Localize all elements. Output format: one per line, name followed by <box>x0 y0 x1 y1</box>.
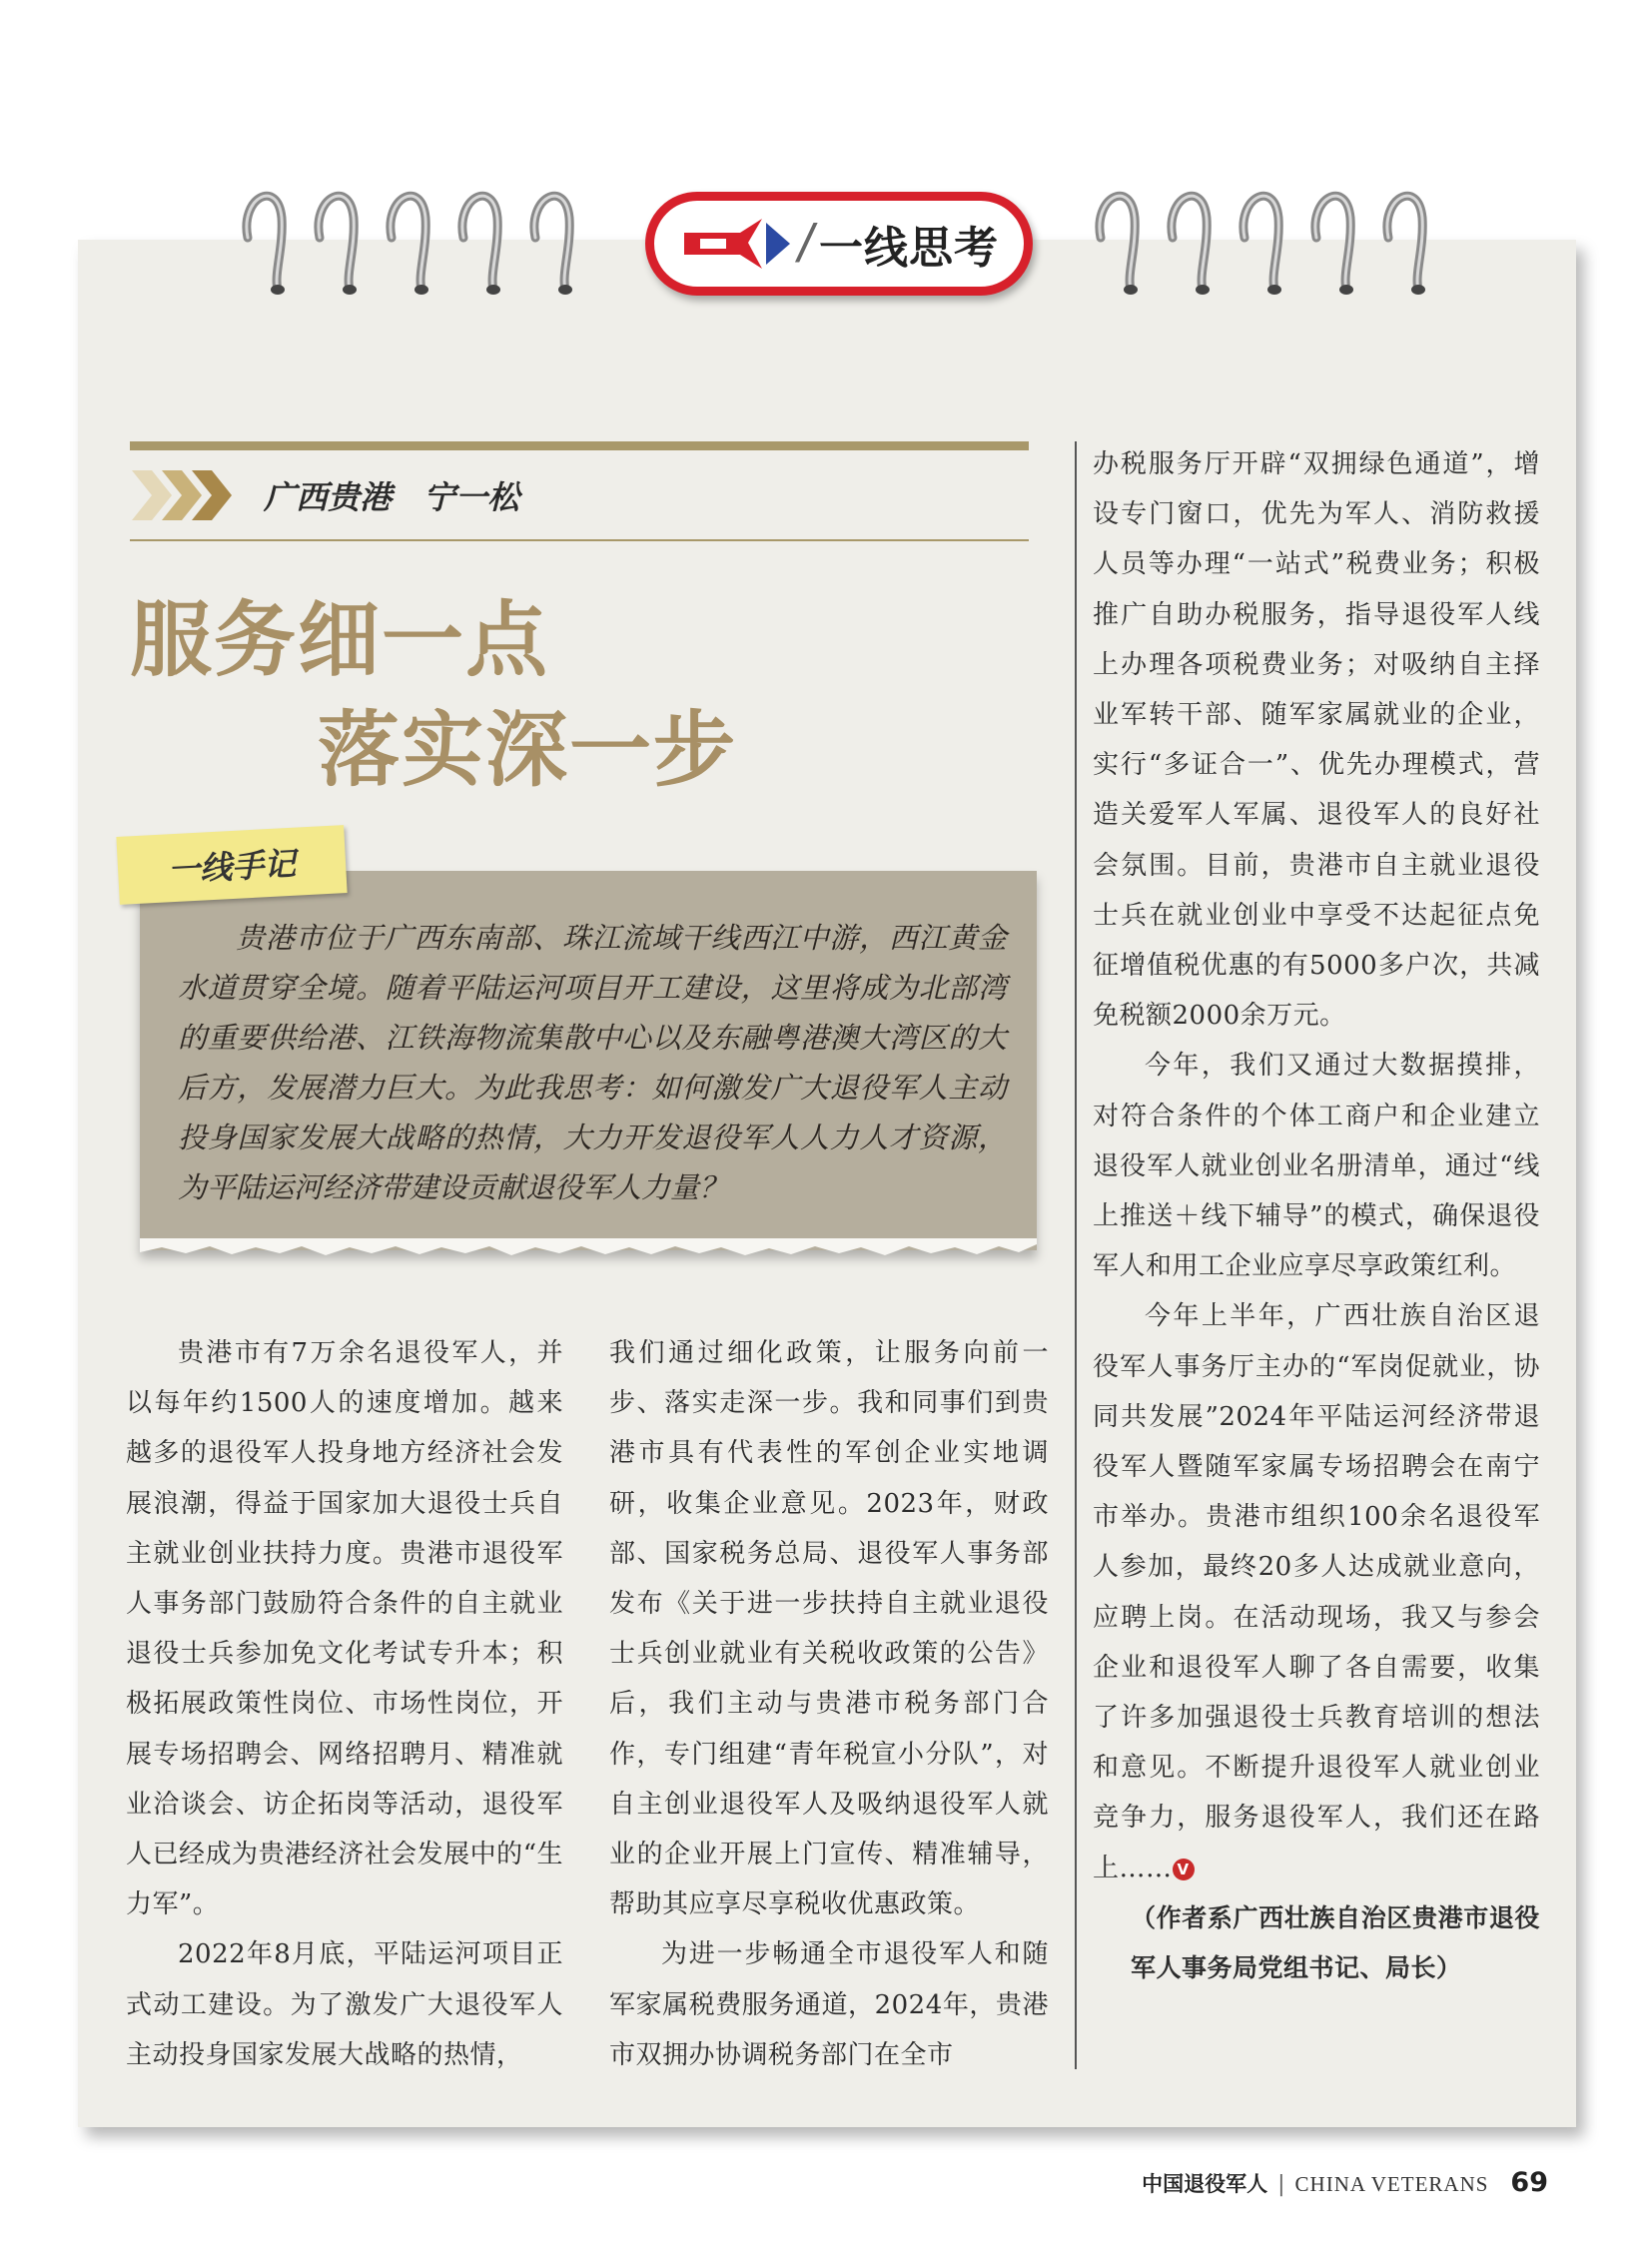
spiral-rings-left <box>238 178 577 298</box>
magazine-name-cn: 中国退役军人 <box>1142 2172 1268 2196</box>
spiral-ring-icon <box>1091 178 1143 296</box>
column-name: 一线思考 <box>819 223 1000 274</box>
spiral-ring-icon <box>382 178 433 296</box>
magazine-name-en: CHINA VETERANS <box>1294 2172 1489 2196</box>
headline-line-2: 落实深一步 <box>318 703 738 798</box>
page-footer <box>1142 2167 1548 2198</box>
byline <box>130 465 1029 525</box>
torn-paper-edge <box>140 1238 1037 1258</box>
spiral-ring-icon <box>525 178 577 296</box>
paragraph: 我们通过细化政策，让服务向前一步、落实走深一步。我和同事们到贵港市具有代表性的军创企业实地调研，收集企业意见。2023年，财政部、国家税务总局、退役军人事务部发布《关于进一步扶持自主就业退役士兵创业就业有关税收政策的公告》后，我们主动与贵港市税务部门合作，专门组建“青年税宣小分队”，对自主创业退役军人及吸纳退役军人就业的企业开展上门宣传、精准辅导，帮助其应享尽享税收优惠政策。 <box>609 1338 1049 1920</box>
paragraph-text: 今年上半年，广西壮族自治区退役军人事务厅主办的“军岗促就业，协同共发展”2024年平陆运河经济带退役军人暨随军家属专场招聘会在南宁市举办。贵港市组织100余名退役军人参加，最终20多人达成就业意向，应聘上岗。在活动现场，我又与参会企业和退役军人聊了各自需要，收集了许多加强退役士兵教育培训的想法和意见。不断提升退役军人就业创业竞争力，服务退役军人，我们还在路上…… <box>1093 1301 1540 1883</box>
page-number: 69 <box>1510 2167 1548 2198</box>
spiral-ring-icon <box>238 178 290 296</box>
body-column-1 <box>126 1328 563 2080</box>
note-text: 贵港市位于广西东南部、珠江流域干线西江中游，西江黄金水道贯穿全境。随着平陆运河项目开工建设，这里将成为北部湾的重要供给港、江铁海物流集散中心以及东融粤港澳大湾区的大后方，发展潜力巨大。为此我思考：如何激发广大退役军人主动投身国家发展大战略的热情，大力开发退役军人人力人才资源，为平陆运河经济带建设贡献退役军人力量？ <box>178 921 1007 1204</box>
chevron-arrows-icon <box>130 468 240 522</box>
paragraph: 贵港市有7万余名退役军人，并以每年约1500人的速度增加。越来越多的退役军人投身地方经济社会发展浪潮，得益于国家加大退役士兵自主就业创业扶持力度。贵港市退役军人事务部门鼓励符合条件的自主就业退役士兵参加免文化考试专升本；积极拓展政策性岗位、市场性岗位，开展专场招聘会、网络招聘月、精准就业洽谈会、访企拓岗等活动，退役军人已经成为贵港经济社会发展中的“生力军”。 <box>126 1338 563 1920</box>
spiral-ring-icon <box>1163 178 1215 296</box>
paragraph <box>1093 1291 1540 1892</box>
footer-separator: | <box>1277 2172 1285 2197</box>
spiral-ring-icon <box>1306 178 1358 296</box>
author-signature: （作者系广西壮族自治区贵港市退役军人事务局党组书记、局长） <box>1131 1902 1540 1983</box>
body-column-3 <box>1093 439 1540 1993</box>
end-mark-icon: V <box>1173 1859 1195 1880</box>
byline-rule <box>130 539 1029 541</box>
paragraph: 2022年8月底，平陆运河项目正式动工建设。为了激发广大退役军人主动投身国家发展大战略的热情， <box>126 1939 563 2070</box>
veterans-logo-icon <box>682 213 794 275</box>
spiral-rings-right <box>1091 178 1430 298</box>
badge-separator: / <box>798 214 814 274</box>
column-divider <box>1075 441 1077 2069</box>
spiral-ring-icon <box>453 178 505 296</box>
body-column-2 <box>609 1328 1049 2080</box>
note-label: 一线手记 <box>116 825 347 905</box>
headline-line-1: 服务细一点 <box>130 593 550 688</box>
author-line: 广西贵港 宁一松 <box>264 478 520 516</box>
column-badge <box>645 192 1033 296</box>
spiral-ring-icon <box>310 178 362 296</box>
paragraph: 办税服务厅开辟“双拥绿色通道”，增设专门窗口，优先为军人、消防救援人员等办理“一站式”税费业务；积极推广自助办税服务，指导退役军人线上办理各项税费业务；对吸纳自主择业军转干部、随军家属就业的企业，实行“多证合一”、优先办理模式，营造关爱军人军属、退役军人的良好社会氛围。目前，贵港市自主就业退役士兵在就业创业中享受不达起征点免征增值税优惠的有5000多户次，共减免税额2000余万元。 <box>1093 449 1540 1032</box>
spiral-ring-icon <box>1378 178 1430 296</box>
top-rule <box>130 441 1029 450</box>
spiral-ring-icon <box>1235 178 1286 296</box>
paragraph: 今年，我们又通过大数据摸排，对符合条件的个体工商户和企业建立退役军人就业创业名册清单，通过“线上推送＋线下辅导”的模式，确保退役军人和用工企业应享尽享政策红利。 <box>1093 1051 1540 1282</box>
paragraph: 为进一步畅通全市退役军人和随军家属税费服务通道，2024年，贵港市双拥办协调税务部门在全市 <box>609 1939 1049 2070</box>
